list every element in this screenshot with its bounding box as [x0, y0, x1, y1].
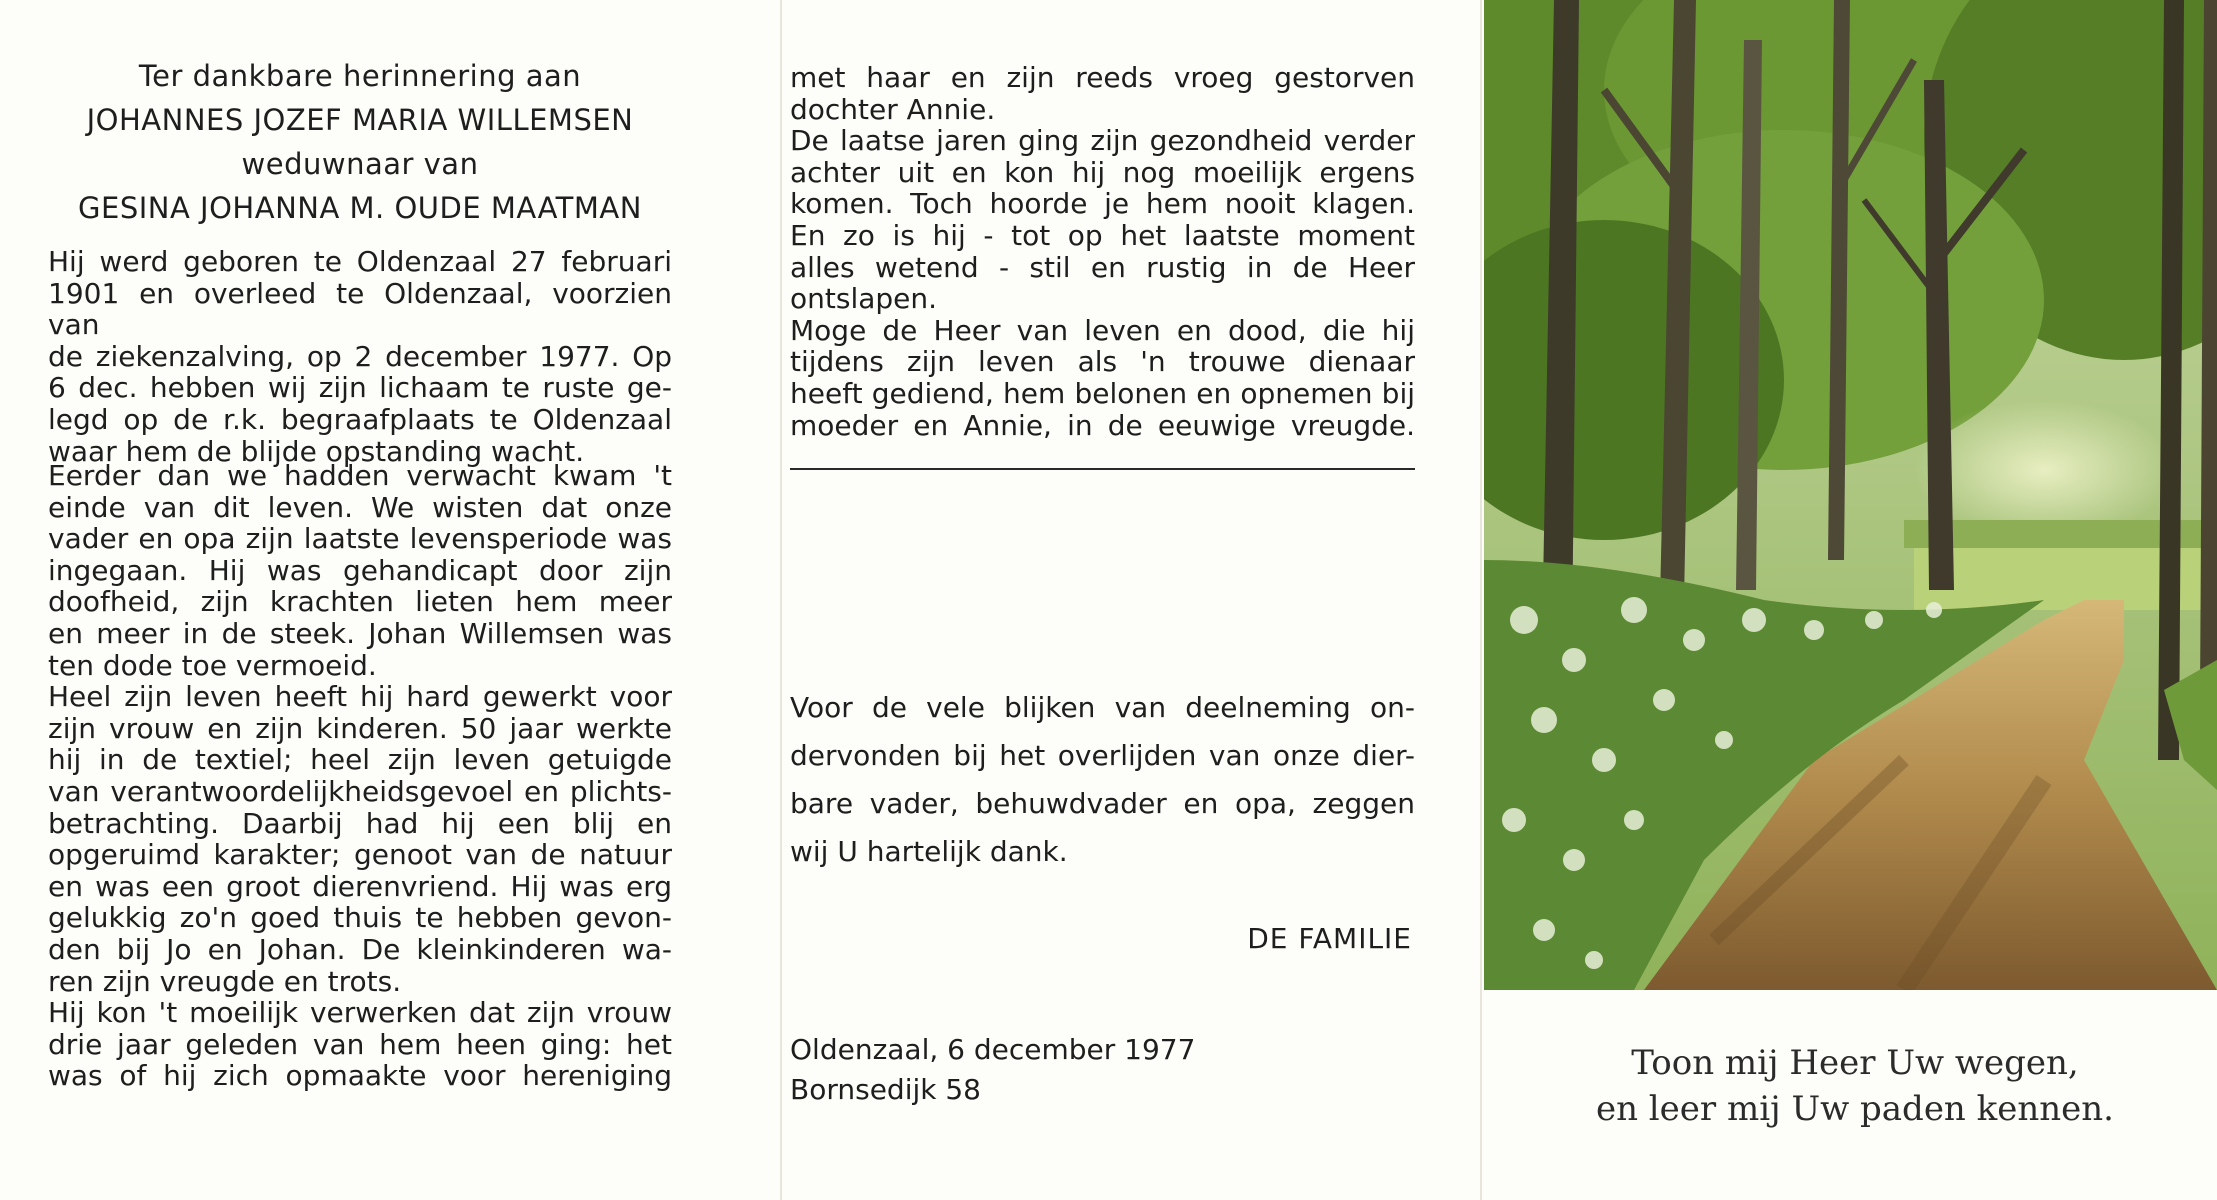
text-line: Heel zijn leven heeft hij hard gewerkt voor [48, 680, 672, 714]
deceased-name: JOHANNES JOZEF MARIA WILLEMSEN [86, 103, 634, 137]
text-line: komen. Toch hoorde je hem nooit klagen. [790, 187, 1415, 221]
text-line: waar hem de blijde opstanding wacht. [48, 434, 585, 468]
text-line: ontslapen. [790, 282, 938, 316]
text-line: 6 dec. hebben wij zijn lichaam te ruste ge- [48, 371, 672, 405]
text-line: de ziekenzalving, op 2 december 1977. Op [48, 339, 672, 373]
text-line: met haar en zijn reeds vroeg gestorven [790, 61, 1415, 94]
text-line: De laatse jaren ging zijn gezondheid verder [790, 124, 1415, 158]
text-line: En zo is hij - tot op het laatste moment [790, 218, 1415, 252]
forest-path-photo [1484, 0, 2217, 990]
text-line: den bij Jo en Johan. De kleinkinderen wa- [48, 932, 672, 966]
text-line: Eerder dan we hadden verwacht kwam 't [48, 459, 672, 492]
text-line: moeder en Annie, in de eeuwige vreugde. [790, 408, 1415, 442]
heading-relation: weduwnaar van [241, 147, 479, 181]
quote-line: en leer mij Uw paden kennen. [1595, 1089, 2114, 1129]
text-line: dochter Annie. [790, 92, 996, 126]
thanks-paragraph [790, 684, 1415, 876]
text-line: betrachting. Daarbij had hij een blij en [48, 806, 672, 840]
text-line: Hij kon 't moeilijk verwerken dat zijn vrouw [48, 996, 672, 1030]
text-line: Voor de vele blijken van deelneming on- [790, 691, 1415, 724]
text-line: alles wetend - stil en rustig in de Heer [790, 250, 1415, 284]
text-line: achter uit en kon hij nog moeilijk ergens [790, 155, 1415, 189]
place-date: Oldenzaal, 6 december 1977 [790, 1033, 1196, 1066]
continuation-paragraph [790, 62, 1415, 441]
memorial-heading [40, 54, 680, 230]
text-line: ingegaan. Hij was gehandicapt door zijn [48, 553, 672, 587]
text-line: wij U hartelijk dank. [790, 835, 1068, 868]
text-line: vader en opa zijn laatste levensperiode was [48, 522, 672, 556]
text-line: en was een groot dierenvriend. Hij was erg [48, 869, 672, 903]
text-line: tijdens zijn leven als 'n trouwe dienaar [790, 345, 1415, 379]
text-line: ren zijn vreugde en trots. [48, 964, 402, 998]
text-line: en meer in de steek. Johan Willemsen was [48, 616, 672, 650]
text-line: bare vader, behuwdvader en opa, zeggen [790, 787, 1415, 820]
text-line: Hij werd geboren te Oldenzaal 27 februari [48, 245, 672, 278]
family-signature: DE FAMILIE [1247, 922, 1412, 955]
bible-quote [1530, 1040, 2180, 1132]
quote-line: Toon mij Heer Uw wegen, [1631, 1043, 2079, 1083]
text-line: gelukkig zo'n goed thuis te hebben gevon- [48, 901, 672, 935]
text-line: einde van dit leven. We wisten dat onze [48, 490, 672, 524]
text-line: heeft gediend, hem belonen en opnemen bij [790, 376, 1415, 410]
bio-paragraph [48, 246, 672, 467]
text-line: van verantwoordelijkheidsgevoel en plichts- [48, 774, 672, 808]
text-line: 1901 en overleed te Oldenzaal, voorzien van [48, 276, 672, 342]
separator-rule [790, 468, 1415, 470]
spouse-name: GESINA JOHANNA M. OUDE MAATMAN [78, 191, 642, 225]
place-date-block [790, 1030, 1195, 1110]
heading-intro: Ter dankbare herinnering aan [138, 59, 582, 93]
life-paragraph [48, 460, 672, 1092]
text-line: dervonden bij het overlijden van onze dier- [790, 739, 1415, 772]
text-line: zijn vrouw en zijn kinderen. 50 jaar werkte [48, 711, 672, 745]
text-line: drie jaar geleden van hem heen ging: het [48, 1027, 672, 1061]
text-line: doofheid, zijn krachten lieten hem meer [48, 585, 672, 619]
text-line: was of hij zich opmaakte voor hereniging [48, 1059, 672, 1093]
text-line: hij in de textiel; heel zijn leven getuigde [48, 743, 672, 777]
text-line: ten dode toe vermoeid. [48, 648, 377, 682]
text-line: Moge de Heer van leven en dood, die hij [790, 313, 1415, 347]
text-line: opgeruimd karakter; genoot van de natuur [48, 838, 672, 872]
text-line: legd op de r.k. begraafplaats te Oldenzaal [48, 402, 672, 436]
address: Bornsedijk 58 [790, 1073, 981, 1106]
